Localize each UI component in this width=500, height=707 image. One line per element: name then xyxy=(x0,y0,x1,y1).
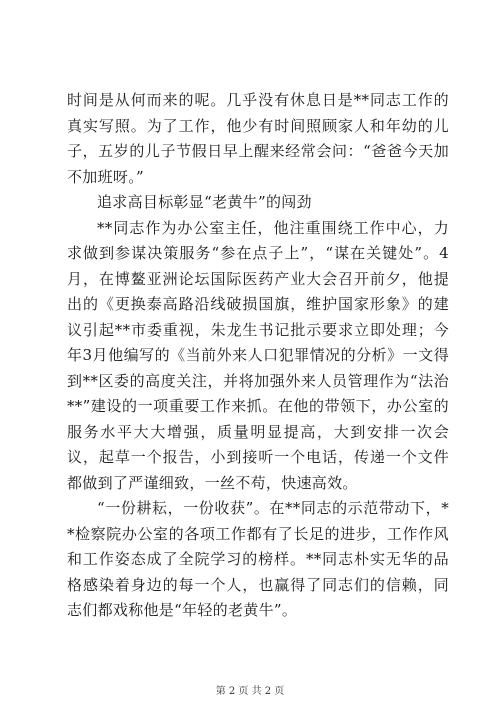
paragraph-overtime: 时间是从何而来的呢。几乎没有休息日是**同志工作的真实写照。为了工作，他少有时间照顾家人和年幼的儿子，五岁的儿子节假日早上醒来经常会问：“爸爸今天加不加班呀。” xyxy=(67,91,449,186)
page-footer: 第 2 页 共 2 页 xyxy=(215,686,285,697)
section-heading: 追求高目标彰显“老黄牛”的闯劲 xyxy=(97,193,312,211)
document-body xyxy=(67,88,449,624)
paragraph-office-director: **同志作为办公室主任，他注重围绕工作中心，力求做到参谋决策服务“参在点子上”，“谋在关键处”。4月，在博鳌亚洲论坛国际医药产业大会召开前夕，他提出的《更换泰高路沿线破损国旗，维护国家形象》的建议引起**市委重视，朱龙生书记批示要求立即处理；今年3月他编写的《当前外来人口犯罪情况的分析》一文得到**区委的高度关注，并将加强外来人员管理作为“法治**”建设的一项重要工作来抓。在他的带领下，办公室的服务水平大大增强，质量明显提高，大到安排一次会议，起草一个报告，小到接听一个电话，传递一个文件都做到了严谨细致，一丝不苟，快速高效。 xyxy=(67,218,449,492)
paragraph-conclusion: “一份耕耘，一份收获”。在**同志的示范带动下，**检察院办公室的各项工作都有了长足的进步，工作作风和工作姿态成了全院学习的榜样。**同志朴实无华的品格感染着身边的每一个人，也赢得了同志们的信赖，同志们都戏称他是“年轻的老黄牛”。 xyxy=(67,499,449,619)
